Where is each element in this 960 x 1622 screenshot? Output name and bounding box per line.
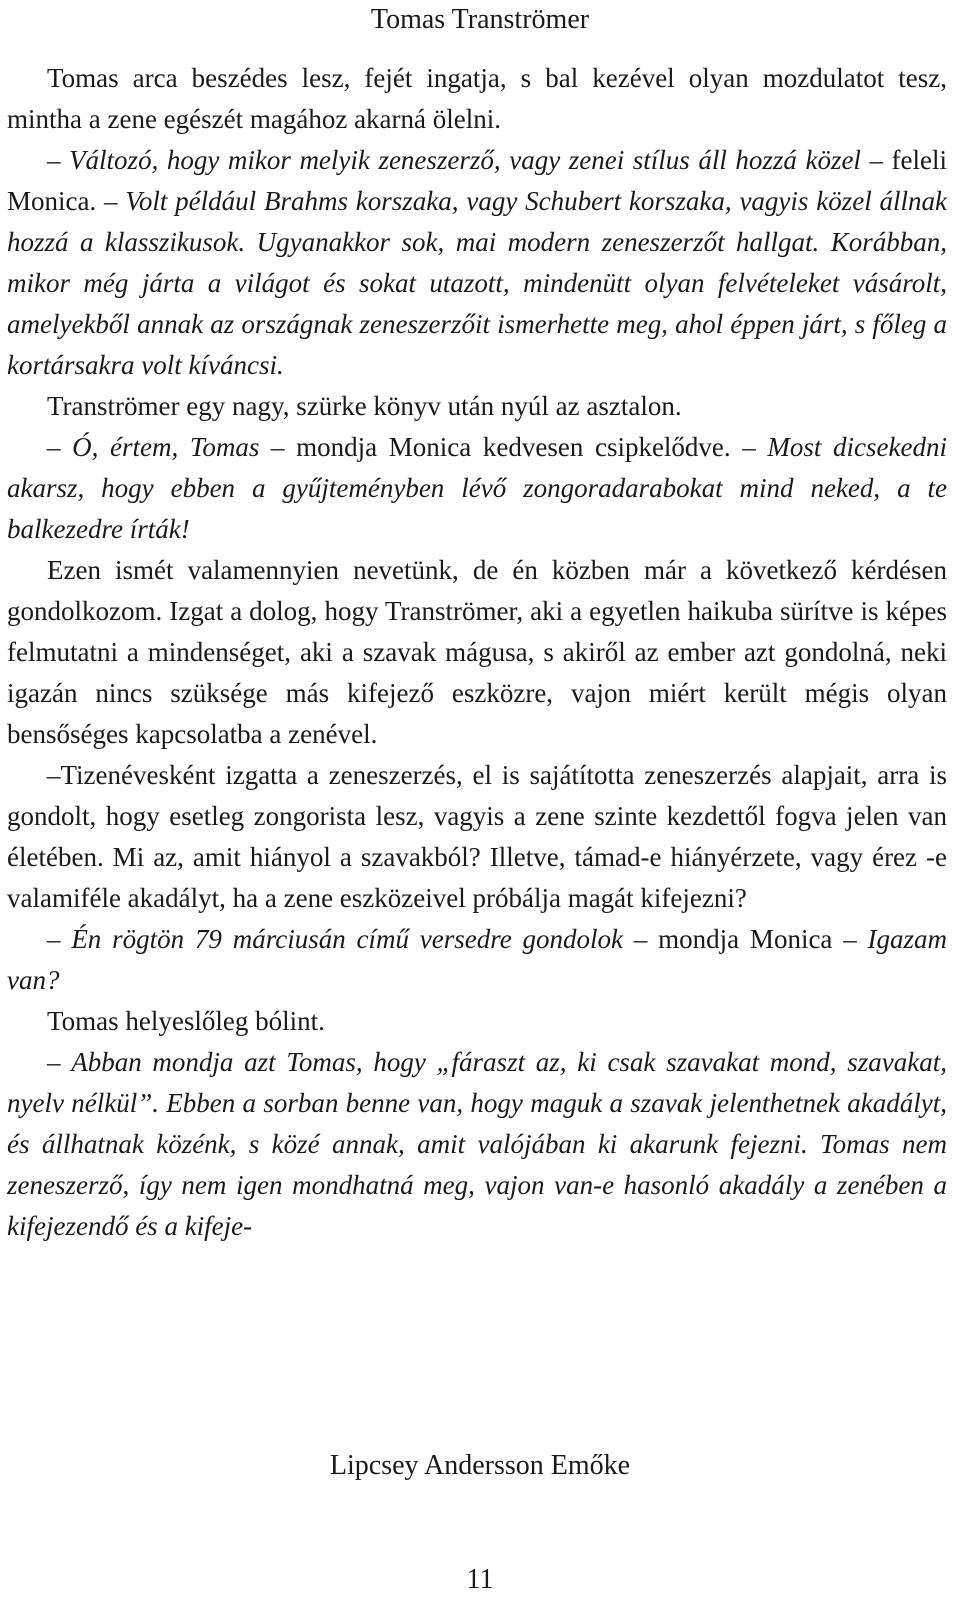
italic-text: Én rögtön 79 márciusán című versedre gondolok <box>71 924 624 954</box>
text-segment: – <box>47 924 72 954</box>
paragraph <box>7 1001 947 1042</box>
paragraph <box>7 140 947 386</box>
text-segment: – feleli Monica. – <box>7 145 947 216</box>
running-title: Tomas Tranströmer <box>370 4 590 35</box>
text-segment: – <box>47 432 73 462</box>
author-name: Lipcsey Andersson Emőke <box>329 1450 631 1481</box>
text-segment: Tomas arca beszédes lesz, fejét ingatja, s bal kezével olyan mozdulatot tesz, mintha a zene egészét magához akarná ölelni. <box>7 63 947 134</box>
paragraph <box>7 1042 947 1247</box>
italic-text: Volt például Brahms korszaka, vagy Schubert korszaka, vagyis közel állnak hozzá a klasszikusok. Ugyanakkor sok, mai modern zeneszerzőt hallgat. Korábban, mikor még járta a világot és sokat utazott, mindenütt olyan felvételeket vásárolt, amelyekből annak az országnak zeneszerzőit ismerhette meg, ahol éppen járt, s főleg a kortársakra volt kíváncsi. <box>7 186 948 380</box>
text-segment: – <box>47 1047 72 1077</box>
body-text <box>7 58 947 1247</box>
paragraph <box>7 58 947 140</box>
text-segment: –Tizenévesként izgatta a zeneszerzés, el is sajátította zeneszerzés alapjait, arra is gondolt, hogy esetleg zongorista lesz, vagyis a zene szinte kezdettől fogva jelen van életében. Mi az, amit hiányol a szavakból? Illetve, támad-e hiányérzete, vagy érez -e valamiféle akadályt, ha a zene eszközeivel próbálja magát kifejezni? <box>7 760 947 913</box>
text-segment: Ezen ismét valamennyien nevetünk, de én közben már a következő kérdésen gondolkozom. Izgat a dolog, hogy Tranströmer, aki a egyetlen haikuba sürítve is képes felmutatni a mindenséget, aki a szavak mágusa, s akiről az ember azt gondolná, neki igazán nincs szüksége más kifejező eszközre, vajon miért került mégis olyan bensőséges kapcsolatba a zenével. <box>7 555 947 749</box>
italic-text: Ó, értem, Tomas <box>72 432 260 462</box>
text-segment: – mondja Monica – <box>623 924 868 954</box>
paragraph <box>7 427 947 550</box>
italic-text: Abban mondja azt Tomas, hogy „fáraszt az, ki csak szavakat mond, szavakat, nyelv nélkül”. Ebben a sorban benne van, hogy maguk a szavak jelenthetnek akadályt, és állhatnak közénk, s közé annak, amit valójában ki akarunk fejezni. Tomas nem zeneszerző, így nem igen mondhatná meg, vajon van-e hasonló akadály a zenében a kifejezendő és a kifeje- <box>7 1047 947 1241</box>
paragraph <box>7 919 947 1001</box>
text-segment: Tomas helyeslőleg bólint. <box>47 1006 325 1036</box>
text-segment: – <box>47 145 70 175</box>
page-number: 11 <box>466 1564 494 1595</box>
paragraph <box>7 386 947 427</box>
italic-text: Igazam van? <box>7 924 948 995</box>
text-segment: – mondja Monica kedvesen csipkelődve. – <box>259 432 768 462</box>
paragraph <box>7 755 947 919</box>
italic-text: Most dicsekedni akarsz, hogy ebben a gyűjteményben lévő zongoradarabokat mind neked, a te balkezedre írták! <box>7 432 947 544</box>
italic-text: Változó, hogy mikor melyik zeneszerző, vagy zenei stílus áll hozzá közel <box>69 145 861 175</box>
text-segment: Tranströmer egy nagy, szürke könyv után nyúl az asztalon. <box>47 391 682 421</box>
paragraph <box>7 550 947 755</box>
